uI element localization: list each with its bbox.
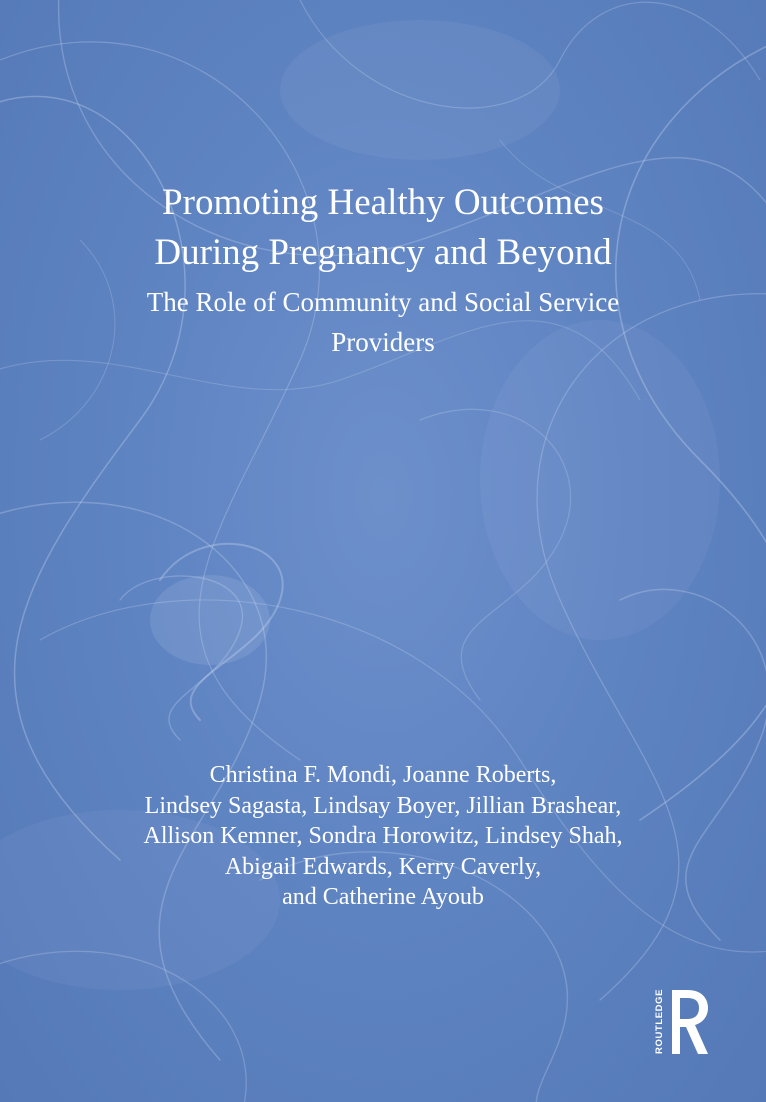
author-line: Abigail Edwards, Kerry Caverly, <box>224 853 542 880</box>
book-subtitle-line-1: The Role of Community and Social Service <box>146 287 620 317</box>
author-line: and Catherine Ayoub <box>282 884 484 910</box>
author-line: Christina F. Mondi, Joanne Roberts, <box>209 762 557 788</box>
author-list <box>40 760 726 913</box>
book-title <box>40 178 726 278</box>
author-line: Lindsey Sagasta, Lindsay Boyer, Jillian Brashear, <box>144 792 622 819</box>
book-subtitle <box>40 282 726 362</box>
publisher-name: ROUTLEDGE <box>654 988 665 1054</box>
author-line: Allison Kemner, Sondra Horowitz, Lindsey Shah, <box>143 823 623 849</box>
book-title-line-2: During Pregnancy and Beyond <box>154 232 612 273</box>
book-title-line-1: Promoting Healthy Outcomes <box>162 182 604 223</box>
book-subtitle-line-2: Providers <box>331 327 435 357</box>
